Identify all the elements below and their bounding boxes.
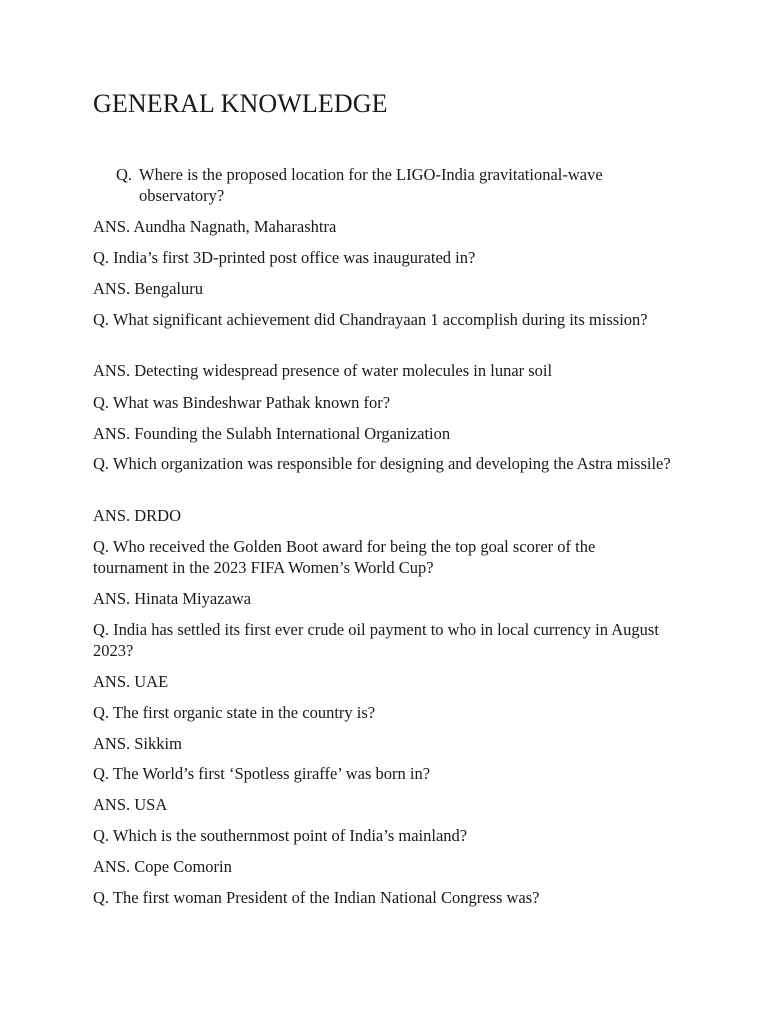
answer-10: ANS. Cope Comorin [93,857,232,876]
question-4: Q. What was Bindeshwar Pathak known for? [93,393,391,412]
answer-9: ANS. USA [93,795,168,814]
question-2: Q. India’s first 3D-printed post office was inaugurated in? [93,248,476,267]
question-10: Q. Which is the southernmost point of India’s mainland? [93,826,468,845]
question-1 [116,164,676,206]
question-1-line-2: observatory? [139,186,225,205]
question-1-line-1: Where is the proposed location for the LIGO-India gravitational-wave [139,165,603,184]
question-5: Q. Which organization was responsible for designing and developing the Astra missile? [93,454,671,473]
document-title: GENERAL KNOWLEDGE [93,89,388,118]
question-6: Q. Who received the Golden Boot award for being the top goal scorer of the tournament in the 2023 FIFA Women’s World Cup? [93,537,596,577]
question-7: Q. India has settled its first ever crude oil payment to who in local currency in August 2023? [93,620,659,660]
answer-1: ANS. Aundha Nagnath, Maharashtra [93,217,337,236]
question-prefix: Q. [116,165,133,184]
question-9: Q. The World’s first ‘Spotless giraffe’ was born in? [93,764,431,783]
answer-2: ANS. Bengaluru [93,279,203,298]
question-3: Q. What significant achievement did Chandrayaan 1 accomplish during its mission? [93,310,648,329]
answer-8: ANS. Sikkim [93,734,182,753]
answer-5: ANS. DRDO [93,506,182,525]
answer-6: ANS. Hinata Miyazawa [93,589,252,608]
answer-4: ANS. Founding the Sulabh International Organization [93,424,451,443]
question-8: Q. The first organic state in the country is? [93,703,376,722]
question-11: Q. The first woman President of the Indian National Congress was? [93,888,540,907]
answer-3: ANS. Detecting widespread presence of water molecules in lunar soil [93,361,553,380]
answer-7: ANS. UAE [93,672,169,691]
